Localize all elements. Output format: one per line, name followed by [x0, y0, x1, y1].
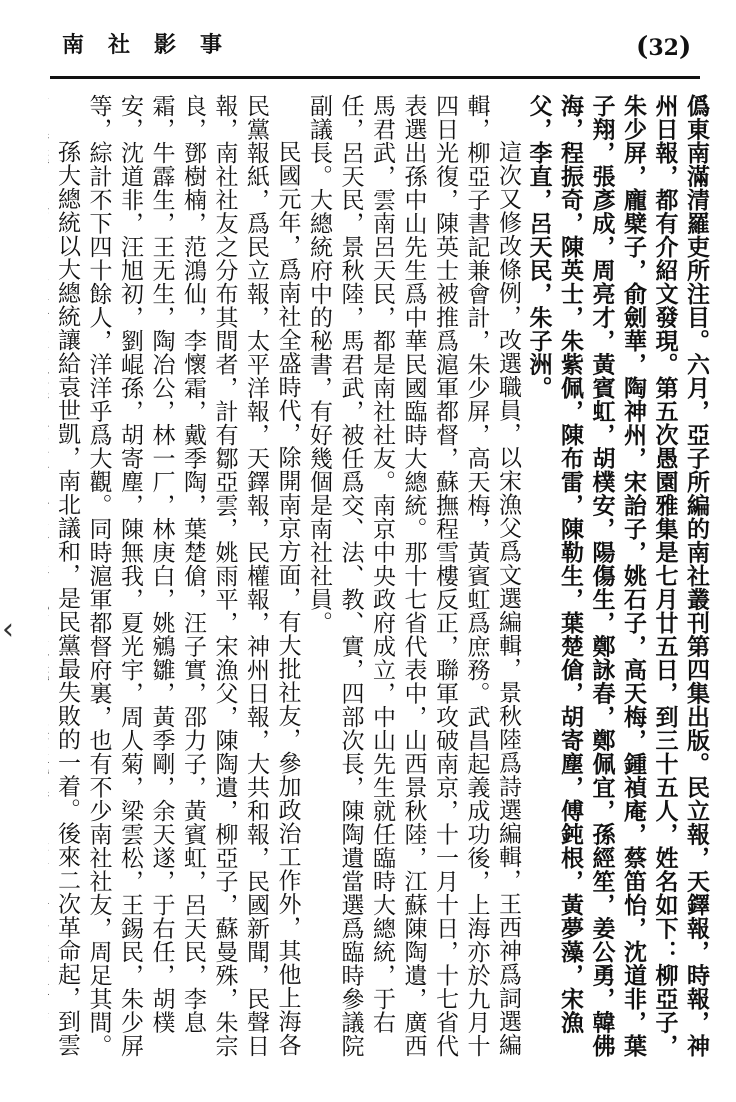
running-title: 南社影事	[62, 32, 247, 58]
article-body	[48, 94, 712, 1074]
page-number-close-paren: )	[678, 32, 692, 62]
paragraph-1: 僞東南滿清羅吏所注目。六月，亞子所編的南社叢刊第四集出版。民立報，天鐸報，時報，神州日報，都有介紹文發現。第五次愚園雅集是七月廿五日，到三十五人，姓名如下：柳亞子，朱少屏，龐檗子，俞劍華，陶神州，宋詒子，姚石子，高天梅，鍾禎庵，蔡笛怡，沈道非，葉子翔，張彥成，周亮才，黃賓虹，胡樸安，陽傷生，鄭詠春，鄭佩宜，孫經笙，姜公勇，韓佛海，程振奇，陳英士，朱紫佩，陳布雷，陳勒生，葉楚傖，胡寄塵，傅鈍根，黃夢藻，宋漁父，李直，呂天民，朱子洲。	[525, 94, 710, 1058]
scan-artifact-mark: ‹	[2, 612, 14, 647]
page-number-value: 32	[648, 35, 679, 61]
paragraph-2: 這次又修改條例，改選職員，以宋漁父爲文選編輯，景秋陸爲詩選編輯，王西神爲詞選編輯，柳亞子書記兼會計，朱少屏，高天梅，黃賓虹爲庶務。武昌起義成功後，上海亦於九月十四日光復，陳英士被推爲滬軍都督，蘇撫程雪樓反正，聯軍攻破南京，十一月十日，十七省代表選出孫中山先生爲中華民國臨時大總統。那十七省代表中，山西景秋陸，江蘇陳陶遺，廣西馬君武，雲南呂天民，都是南社社友。南京中央政府成立，中山先生就任臨時大總統，于右任，呂天民，景秋陸，馬君武，被任爲交、法、教、實，四部次長，陳陶遺當選爲臨時參議院副議長。大總統府中的秘書，有好幾個是南社社員。	[306, 94, 521, 1058]
page-number	[636, 32, 691, 62]
header-divider	[50, 76, 700, 79]
page-number-open-paren: (	[636, 32, 649, 62]
paragraph-4: 孫大總統以大總統讓給袁世凱，南北議和，是民黨最失敗的一着。後來二次革命起，到雲	[54, 140, 80, 1057]
paragraph-3: 民國元年，爲南社全盛時代，除開南京方面，有大批社友，參加政治工作外，其他上海各民黨報紙，爲民立報，太平洋報，天鐸報，民權報，神州日報，大共和報，民國新聞，民聲日報，南社社友之分布其間者，計有鄒亞雲，姚雨平，宋漁父，陳陶遺，柳亞子，蘇曼殊，朱宗良，鄧樹楠，范鴻仙，李懷霜，戴季陶，葉楚傖，汪子實，邵力子，黃賓虹，呂天民，李息霜，牛霹生，王无生，陶冶公，林一厂，林庚白，姚鵷雛，黃季剛，余天遂，于右任，胡樸安，沈道非，汪旭初，劉崐孫，胡寄塵，陳無我，夏光宇，周人菊，梁雲松，王錫民，朱少屏等，綜計不下四十餘人，洋洋乎爲大觀。同時滬軍都督府裏，也有不少南社社友，周足其間。	[85, 94, 301, 1058]
